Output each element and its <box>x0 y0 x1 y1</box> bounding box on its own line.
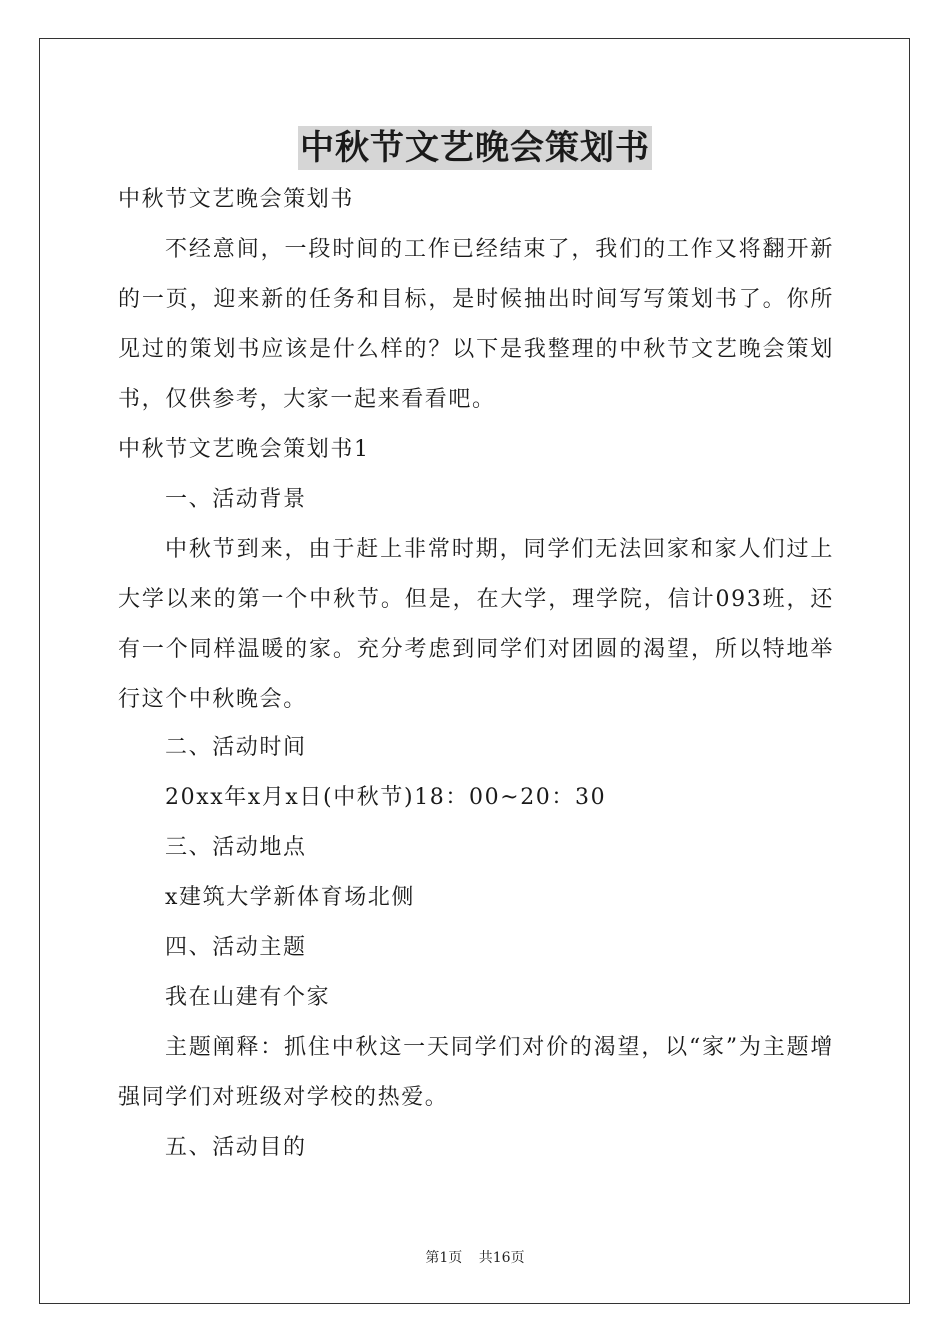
heading-purpose: 五、活动目的 <box>165 1135 307 1160</box>
time-paragraph: 20xx年x月x日(中秋节)18：00~20：30 <box>165 785 607 810</box>
heading-background: 一、活动背景 <box>165 487 307 512</box>
document-title: 中秋节文艺晚会策划书 <box>300 128 650 168</box>
document-subtitle: 中秋节文艺晚会策划书 <box>118 187 355 212</box>
theme-explanation-paragraph: 主题阐释：抓住中秋这一天同学们对价的渴望，以“家”为主题增强同学们对班级对学校的热爱。 <box>118 1035 834 1110</box>
heading-location: 三、活动地点 <box>165 835 307 860</box>
page-number: 第1页 <box>425 1250 463 1266</box>
section-title: 中秋节文艺晚会策划书1 <box>118 437 370 462</box>
background-paragraph: 中秋节到来，由于赶上非常时期，同学们无法回家和家人们过上大学以来的第一个中秋节。但是，在大学，理学院，信计093班，还有一个同样温暖的家。充分考虑到同学们对团圆的渴望，所以特地举行这个中秋晚会。 <box>118 537 834 712</box>
theme-paragraph: 我在山建有个家 <box>165 985 331 1010</box>
location-paragraph: x建筑大学新体育场北侧 <box>165 885 416 910</box>
heading-time: 二、活动时间 <box>165 735 307 760</box>
page-total: 共16页 <box>478 1250 525 1266</box>
intro-paragraph: 不经意间，一段时间的工作已经结束了，我们的工作又将翻开新的一页，迎来新的任务和目标，是时候抽出时间写写策划书了。你所见过的策划书应该是什么样的？以下是我整理的中秋节文艺晚会策划书，仅供参考，大家一起来看看吧。 <box>118 237 834 412</box>
heading-theme: 四、活动主题 <box>165 935 307 960</box>
page-footer <box>0 1247 950 1267</box>
